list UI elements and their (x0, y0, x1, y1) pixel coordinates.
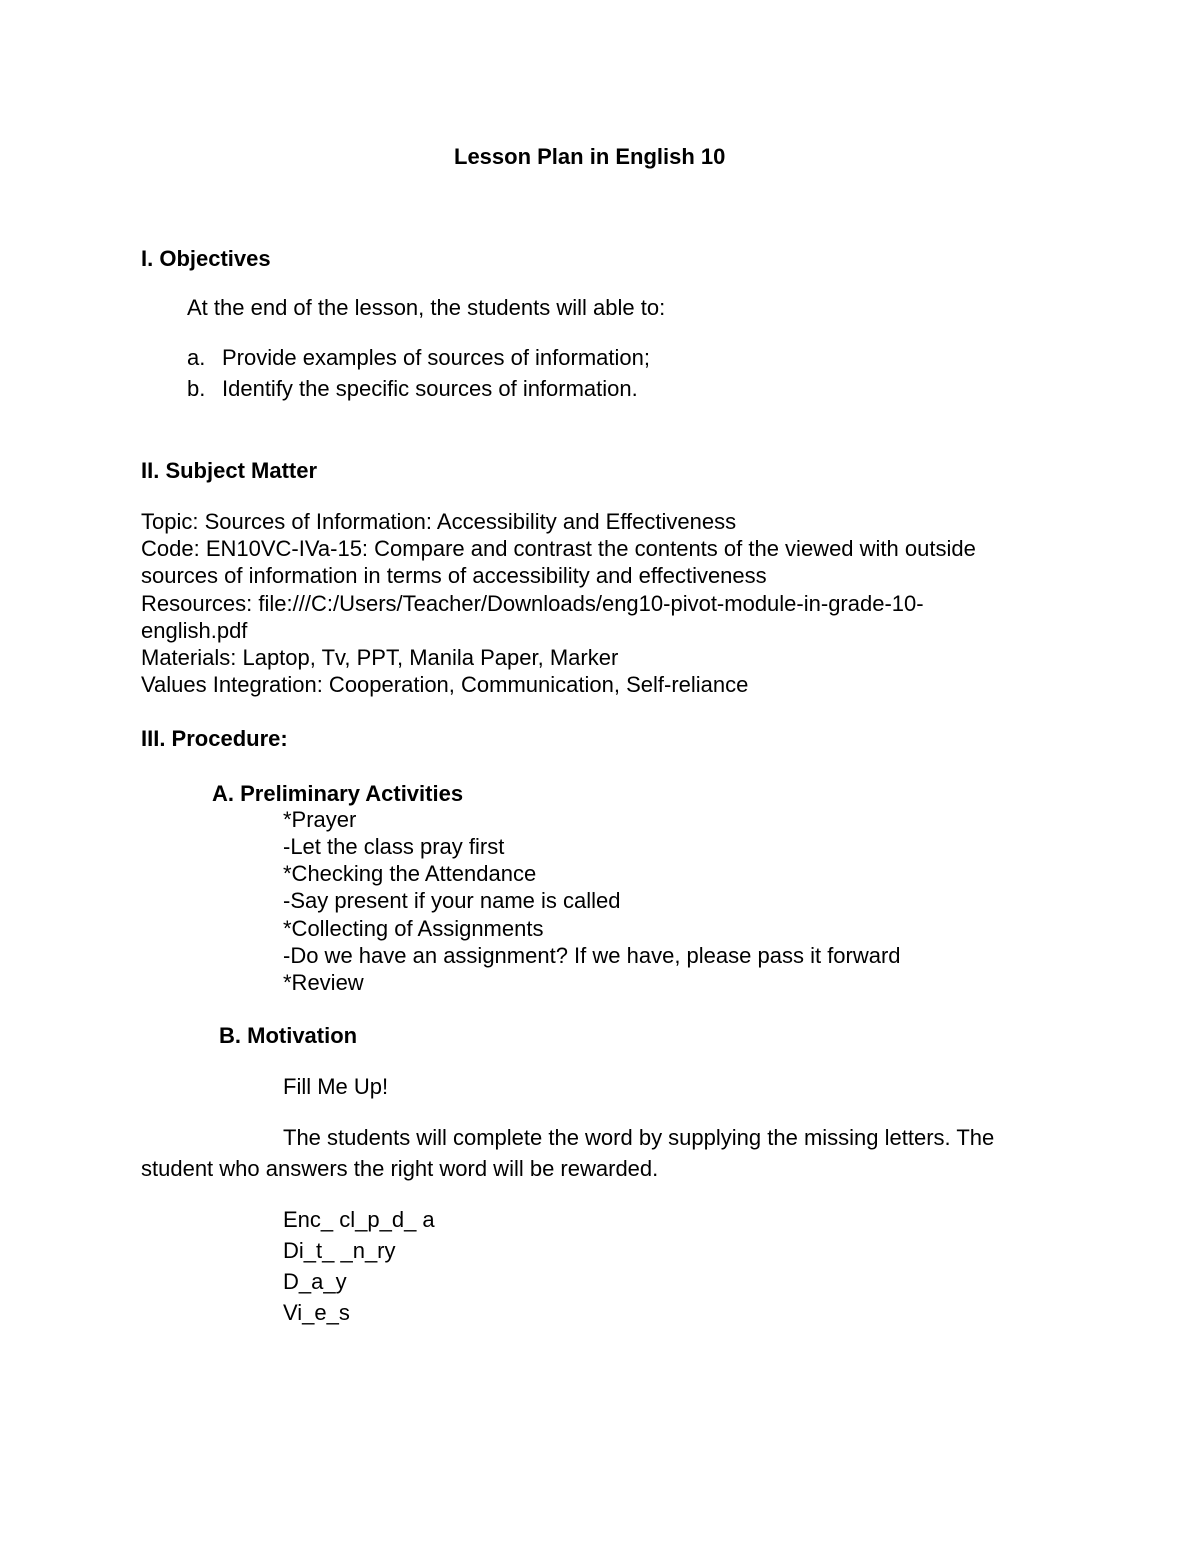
activity-item: *Review (283, 970, 364, 995)
preliminary-activities-heading: A. Preliminary Activities (212, 781, 464, 806)
word-puzzle: D_a_y (283, 1269, 347, 1294)
activity-item: *Checking the Attendance (283, 861, 537, 886)
activity-item: *Prayer (283, 807, 357, 832)
objectives-intro: At the end of the lesson, the students will able to: (187, 295, 666, 320)
objectives-heading: I. Objectives (141, 246, 271, 271)
list-item: Identify the specific sources of information. (222, 376, 638, 401)
procedure-heading: III. Procedure: (141, 726, 288, 751)
word-puzzle: Vi_e_s (283, 1300, 350, 1325)
list-item: Provide examples of sources of information; (222, 345, 650, 370)
motivation-instruction: The students will complete the word by supplying the missing letters. The (283, 1125, 995, 1150)
motivation-instruction-continued: student who answers the right word will be rewarded. (141, 1156, 659, 1181)
values-line: Values Integration: Cooperation, Communication, Self-reliance (141, 672, 749, 697)
code-line: Code: EN10VC-IVa-15: Compare and contrast the contents of the viewed with outside (141, 536, 976, 561)
code-line-continued: sources of information in terms of accessibility and effectiveness (141, 563, 767, 588)
subject-matter-heading: II. Subject Matter (141, 458, 318, 483)
resources-line-continued: english.pdf (141, 618, 248, 643)
motivation-heading: B. Motivation (219, 1023, 358, 1048)
resources-line: Resources: file:///C:/Users/Teacher/Downloads/eng10-pivot-module-in-grade-10- (141, 591, 924, 616)
activity-note: -Do we have an assignment? If we have, please pass it forward (283, 943, 901, 968)
list-marker: b. (187, 376, 206, 401)
word-puzzle: Enc_ cl_p_d_ a (283, 1207, 435, 1232)
activity-item: *Collecting of Assignments (283, 916, 544, 941)
topic-line: Topic: Sources of Information: Accessibility and Effectiveness (141, 509, 737, 534)
motivation-activity-title: Fill Me Up! (283, 1074, 389, 1099)
materials-line: Materials: Laptop, Tv, PPT, Manila Paper, Marker (141, 645, 619, 670)
word-puzzle: Di_t_ _n_ry (283, 1238, 396, 1263)
list-marker: a. (187, 345, 206, 370)
activity-note: -Say present if your name is called (283, 888, 621, 913)
document-title: Lesson Plan in English 10 (454, 144, 726, 169)
activity-note: -Let the class pray first (283, 834, 505, 859)
